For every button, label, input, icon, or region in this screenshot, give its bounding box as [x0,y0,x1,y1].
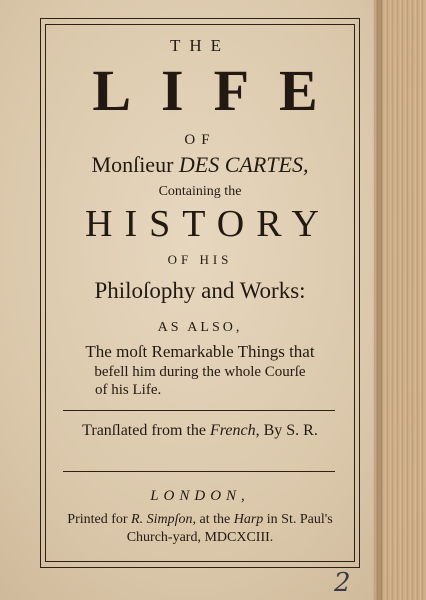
printed-suffix: in St. Paul's [266,512,333,527]
handwritten-annotation: 2 [334,568,351,598]
as-also-text: AS ALSO, [157,320,243,335]
des-cartes-text: DES CARTES, [178,152,309,177]
monsieur-text: Monſieur [91,152,174,177]
imprint-printer [45,512,355,528]
containing-text: Containing the [158,184,242,199]
title-page-content [45,24,355,562]
remarkable-line-1: The moſt Remarkable Things that [85,342,315,361]
translator: By S. R. [263,422,318,439]
philosophy-text: Philoſophy and Works: [94,278,306,303]
shop-sign: Harp [233,512,264,527]
translated-prefix: Tranſlated from the [82,422,206,439]
imprint-city: LONDON, [150,488,250,504]
printed-prefix: Printed for [67,512,128,527]
divider-rule-bottom [63,471,335,472]
imprint-date: Church-yard, MDCXCIII. [126,530,274,545]
translation-credit [45,422,355,440]
of-his-text: OF HIS [167,252,233,267]
translated-language: French, [209,422,260,439]
title-the: THE [169,36,231,55]
divider-rule-top [63,410,335,411]
printed-mid: at the [199,512,231,527]
title-subject [45,152,355,178]
title-life: LIFE [92,58,348,123]
title-of: OF [184,132,216,148]
printer-name: R. Simpſon, [131,512,196,527]
remarkable-line-3: of his Life. [95,382,162,398]
title-history: HISTORY [85,203,331,245]
remarkable-line-2: befell him during the whole Courſe [94,364,306,380]
